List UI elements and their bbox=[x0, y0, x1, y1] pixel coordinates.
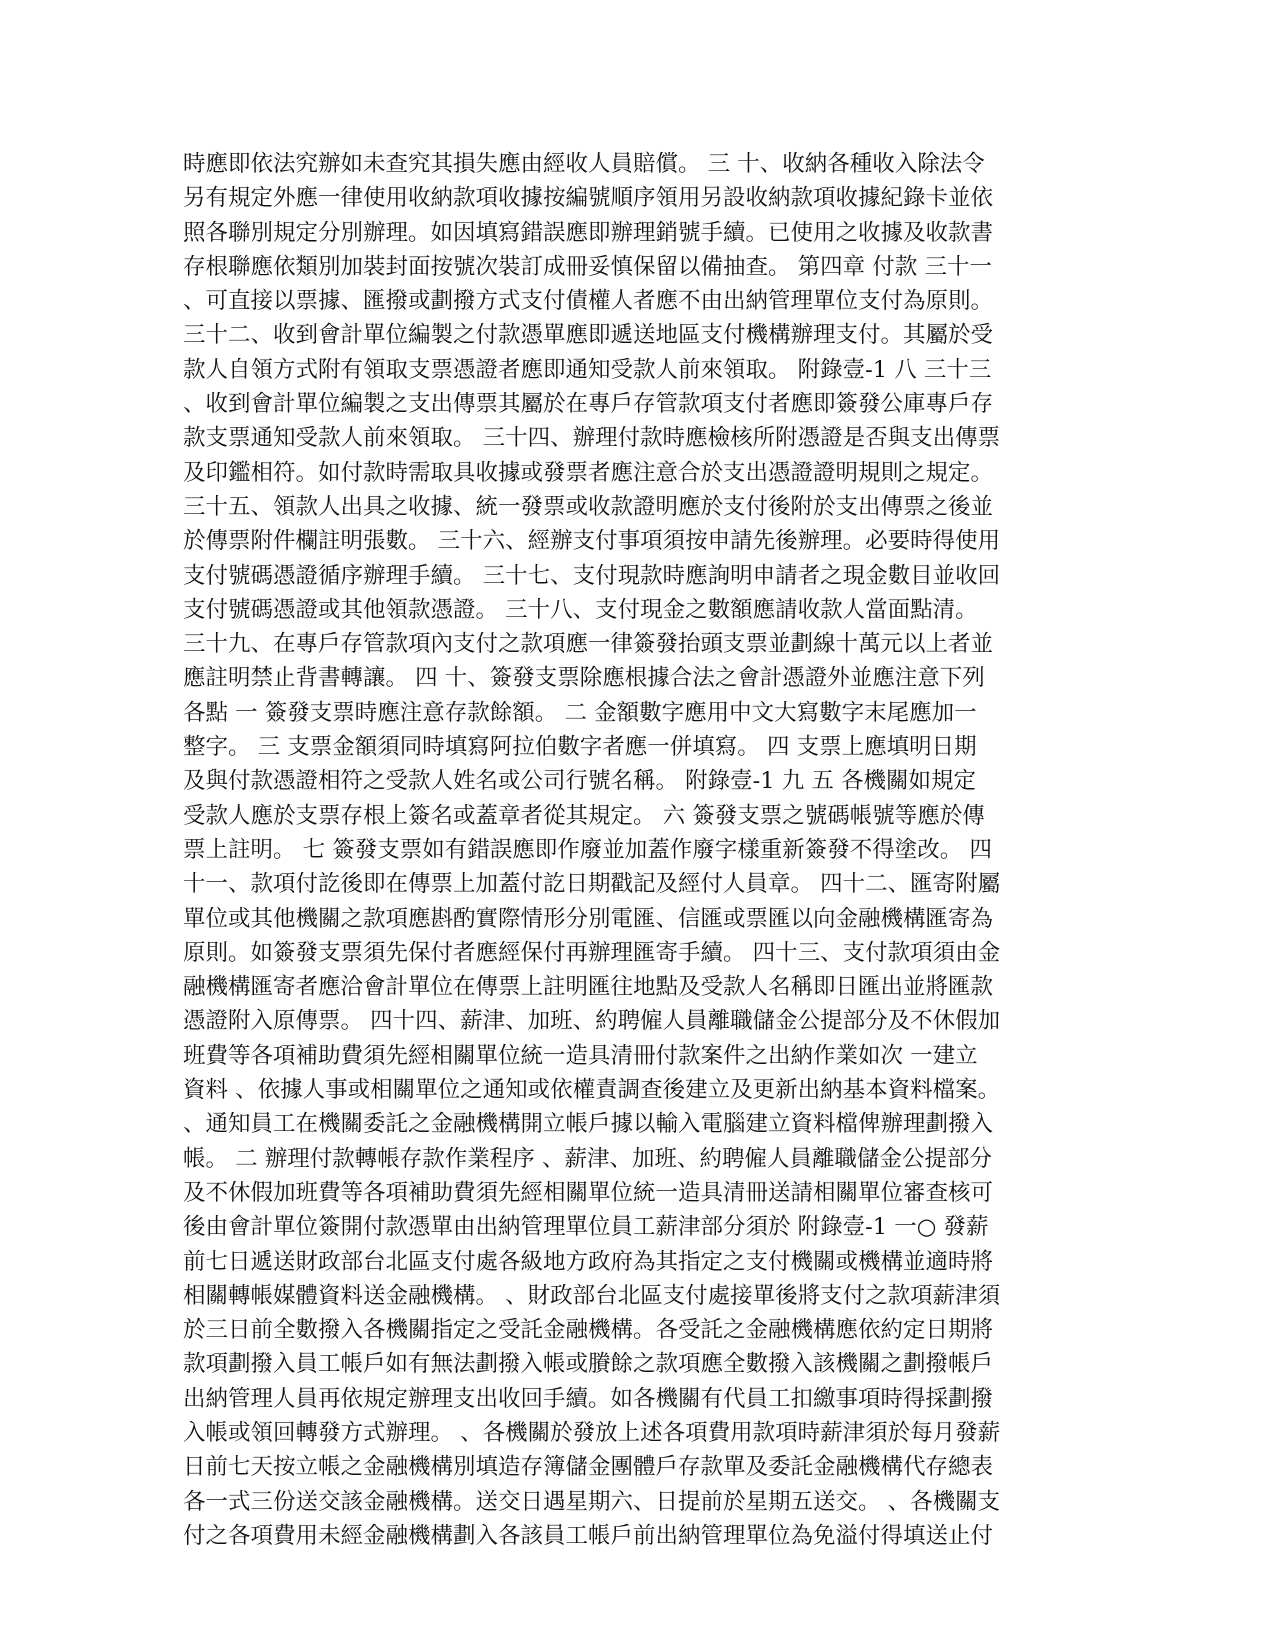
text-line: 付之各項費用未經金融機構劃入各該員工帳戶前出納管理單位為免溢付得填送止付 bbox=[183, 1522, 994, 1549]
text-line: 整字。 三 支票金額須同時填寫阿拉伯數字者應一併填寫。 四 支票上應填明日期 bbox=[183, 734, 977, 761]
text-line: 及不休假加班費等各項補助費須先經相關單位統一造具清冊送請相關單位審查核可 bbox=[183, 1179, 994, 1206]
text-line: 憑證附入原傳票。 四十四、薪津、加班、約聘僱人員離職儲金公提部分及不休假加 bbox=[183, 1008, 1001, 1035]
text-line: 及印鑑相符。如付款時需取具收據或發票者應注意合於支出憑證證明規則之規定。 bbox=[183, 459, 994, 486]
text-line: 另有規定外應一律使用收納款項收據按編號順序領用另設收納款項收據紀錄卡並依 bbox=[183, 185, 994, 212]
text-line: 相關轉帳媒體資料送金融機構。 、財政部台北區支付處接單後將支付之款項薪津須 bbox=[183, 1282, 1001, 1309]
text-line: 後由會計單位簽開付款憑單由出納管理單位員工薪津部分須於 附錄壹-1 一○ 發薪 bbox=[183, 1214, 989, 1241]
text-line: 及與付款憑證相符之受款人姓名或公司行號名稱。 附錄壹-1 九 五 各機關如規定 bbox=[183, 768, 977, 795]
text-line: 各點 一 簽發支票時應注意存款餘額。 二 金額數字應用中文大寫數字末尾應加一 bbox=[183, 699, 977, 726]
text-line: 、通知員工在機關委託之金融機構開立帳戶據以輸入電腦建立資料檔俾辦理劃撥入 bbox=[183, 1111, 994, 1138]
text-line: 帳。 二 辦理付款轉帳存款作業程序 、薪津、加班、約聘僱人員離職儲金公提部分 bbox=[183, 1145, 992, 1172]
body-text bbox=[183, 147, 1083, 1553]
text-line: 、收到會計單位編製之支出傳票其屬於在專戶存管款項支付者應即簽發公庫專戶存 bbox=[183, 391, 994, 418]
text-line: 十一、款項付訖後即在傳票上加蓋付訖日期戳記及經付人員章。 四十二、匯寄附屬 bbox=[183, 871, 1001, 898]
text-line: 款人自領方式附有領取支票憑證者應即通知受款人前來領取。 附錄壹-1 八 三十三 bbox=[183, 356, 992, 383]
text-line: 於三日前全數撥入各機關指定之受託金融機構。各受託之金融機構應依約定日期將 bbox=[183, 1317, 994, 1344]
text-line: 原則。如簽發支票須先保付者應經保付再辦理匯寄手續。 四十三、支付款項須由金 bbox=[183, 939, 1001, 966]
text-line: 時應即依法究辦如未查究其損失應由經收人員賠償。 三 十、收納各種收入除法令 bbox=[183, 151, 985, 177]
text-line: 照各聯別規定分別辦理。如因填寫錯誤應即辦理銷號手續。已使用之收據及收款書 bbox=[183, 219, 994, 246]
text-line: 日前七天按立帳之金融機構別填造存簿儲金團體戶存款單及委託金融機構代存總表 bbox=[183, 1454, 994, 1481]
text-line: 三十二、收到會計單位編製之付款憑單應即遞送地區支付機構辦理支付。其屬於受 bbox=[183, 322, 994, 349]
text-line: 前七日遞送財政部台北區支付處各級地方政府為其指定之支付機關或機構並適時將 bbox=[183, 1248, 994, 1275]
text-line: 支付號碼憑證循序辦理手續。 三十七、支付現款時應詢明申請者之現金數目並收回 bbox=[183, 562, 1001, 589]
text-line: 款項劃撥入員工帳戶如有無法劃撥入帳或賸餘之款項應全數撥入該機關之劃撥帳戶 bbox=[183, 1351, 994, 1378]
text-line: 各一式三份送交該金融機構。送交日遇星期六、日提前於星期五送交。 、各機關支 bbox=[183, 1488, 1001, 1515]
text-line: 、可直接以票據、匯撥或劃撥方式支付債權人者應不由出納管理單位支付為原則。 bbox=[183, 288, 994, 315]
text-line: 資料 、依據人事或相關單位之通知或依權責調查後建立及更新出納基本資料檔案。 bbox=[183, 1077, 1001, 1104]
text-line: 款支票通知受款人前來領取。 三十四、辦理付款時應檢核所附憑證是否與支出傳票 bbox=[183, 425, 1001, 452]
text-line: 存根聯應依類別加裝封面按號次裝訂成冊妥慎保留以備抽查。 第四章 付款 三十一 bbox=[183, 253, 992, 280]
text-line: 於傳票附件欄註明張數。 三十六、經辦支付事項須按申請先後辦理。必要時得使用 bbox=[183, 528, 1001, 555]
text-line: 班費等各項補助費須先經相關單位統一造具清冊付款案件之出納作業如次 一建立 bbox=[183, 1042, 978, 1069]
text-line: 票上註明。 七 簽發支票如有錯誤應即作廢並加蓋作廢字樣重新簽發不得塗改。 四 bbox=[183, 836, 992, 863]
text-line: 三十九、在專戶存管款項內支付之款項應一律簽發抬頭支票並劃線十萬元以上者並 bbox=[183, 631, 994, 658]
text-line: 融機構匯寄者應洽會計單位在傳票上註明匯往地點及受款人名稱即日匯出並將匯款 bbox=[183, 974, 994, 1001]
text-line: 單位或其他機關之款項應斟酌實際情形分別電匯、信匯或票匯以向金融機構匯寄為 bbox=[183, 905, 994, 932]
text-line: 應註明禁止背書轉讓。 四 十、簽發支票除應根據合法之會計憑證外並應注意下列 bbox=[183, 665, 985, 692]
text-line: 入帳或領回轉發方式辦理。 、各機關於發放上述各項費用款項時薪津須於每月發薪 bbox=[183, 1419, 1001, 1446]
text-line: 出納管理人員再依規定辦理支出收回手續。如各機關有代員工扣繳事項時得採劃撥 bbox=[183, 1385, 994, 1412]
text-line: 三十五、領款人出具之收據、統一發票或收款證明應於支付後附於支出傳票之後並 bbox=[183, 493, 994, 520]
text-line: 受款人應於支票存根上簽名或蓋章者從其規定。 六 簽發支票之號碼帳號等應於傳 bbox=[183, 802, 985, 829]
text-line: 支付號碼憑證或其他領款憑證。 三十八、支付現金之數額應請收款人當面點清。 bbox=[183, 596, 978, 623]
